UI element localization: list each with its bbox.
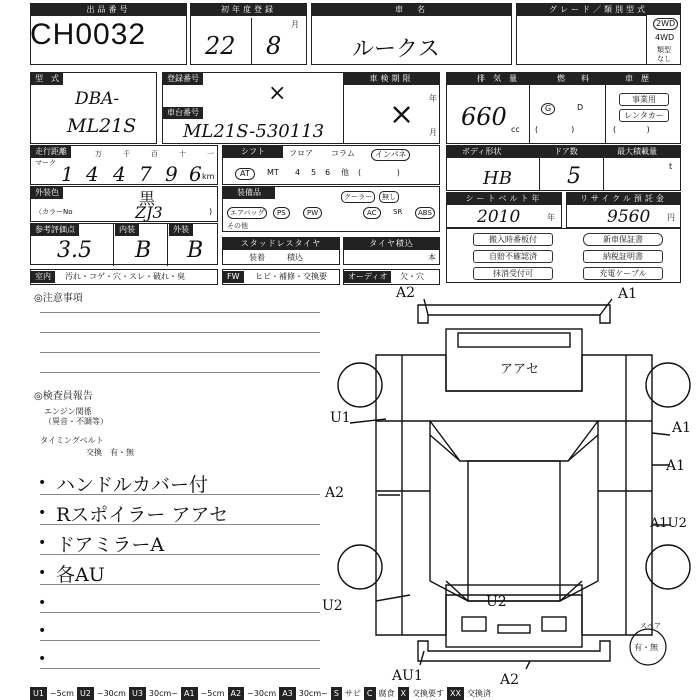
legend-value: 30cm~ [298,689,328,698]
none-label: 無し [379,191,399,203]
damage-label: A1U2 [650,516,687,531]
color-code-paren: ) [209,207,213,216]
shift-box [222,145,440,185]
score-ref-label: 参考評価点 [31,224,79,236]
legend-key: XX [447,687,464,700]
rule-line [40,494,320,495]
equip-pw: PW [303,207,322,219]
damage-label: U2 [322,598,343,614]
mileage-unit-1: 千 [123,150,130,158]
audio-text: 欠・穴 [400,272,424,281]
mileage-digit: 1 [61,162,74,186]
inspector-note: 各AU [56,564,105,586]
body-type-value: HB [483,168,512,189]
mileage-unit-4: 一 [207,150,214,158]
doc-item: 新車保証書 [583,233,663,246]
legend-key: U1 [30,687,47,700]
spare-value: 有・無 [634,643,658,652]
legend-key: U3 [129,687,146,700]
engine-note-label: エンジン関係 [44,407,92,416]
divider [529,85,530,143]
caution-label: ◎注意事項 [34,293,83,304]
studless-opt2: 積込 [287,253,303,262]
bullet-dot: • [38,565,47,581]
inspection-value: × [389,97,415,132]
fw-label: FW [223,271,244,283]
shift-floor: フロア [289,149,313,158]
front-bumper [418,305,610,323]
history-label: 車 歴 [625,74,649,83]
drive-2wd: 2WD [653,18,678,30]
equipment-label: 装備品 [223,187,275,199]
studless-opt1: 装着 [249,253,265,262]
inspector-note: ドアミラーA [56,534,165,556]
equip-ac: AC [363,207,381,219]
damage-label: U1 [330,410,351,426]
damage-label: A2 [325,485,345,501]
legend-value: 交換要す [411,689,444,698]
bullet-dot: • [38,651,47,667]
fw-box [222,269,340,285]
interior-remarks-label: 室内 [31,271,55,283]
mileage-digit: 7 [139,162,152,186]
equip-airbag: エアバッグ [227,207,267,219]
engine-box [446,72,681,144]
score-exterior-value: B [187,238,204,263]
tire-load-box [343,237,440,265]
mileage-mark: マーク [35,159,56,167]
divider [539,158,540,190]
legend-key: A2 [228,687,245,700]
color-label: 外装色 [31,187,63,199]
capacity-label: 最大積載量 [617,147,657,156]
shift-column: コラム [331,149,355,158]
divider [113,224,114,266]
cc-unit: cc [511,125,520,134]
shift-mt: MT [267,168,279,177]
equip-sr: SR [393,208,403,216]
legend-value: 腐食 [378,689,395,698]
mileage-unit-2: 百 [151,150,158,158]
timing-options: 交換 有・無 [86,448,134,457]
mileage-box [30,145,218,185]
drive-type-box [646,15,681,65]
bullet-dot: • [38,505,47,521]
chassis-label: 車台番号 [163,107,203,119]
rear-bumper [418,641,610,661]
legend-value: ~30cm [247,689,277,698]
shift-panel: インパネ [371,149,410,161]
mileage-label: 走行距離 [31,146,71,158]
capacity-unit: t [669,162,673,171]
fw-text: ヒビ・補修・交換要 [255,272,327,281]
roof [468,461,560,601]
inspector-label: ◎検査員報告 [34,391,93,402]
doc-item: 自賠不確認済 [473,250,553,263]
shift-4: 4 [295,168,301,177]
registration-year: 22 [205,32,236,60]
color-code-label: （カラーNo [35,208,73,216]
legend-value: サビ [344,689,361,698]
model-label: 型 式 [31,73,63,85]
mileage-unit-0: 万 [95,150,102,158]
history-rental: レンタカー [619,109,669,122]
registration-month: 8 [266,32,282,60]
recycle-value: 9560 [607,207,651,227]
legend-key: C [364,687,376,700]
mileage-digit: 4 [86,162,99,186]
doc-item: 納税証明書 [583,250,663,263]
type-label-2: なし [657,55,671,63]
first-registration-label: 初年度登録 [191,4,306,16]
cooler-label: クーラー [341,191,375,203]
grille [458,333,570,347]
legend-value: ~5cm [49,689,74,698]
fuel-d: D [577,103,584,112]
month-unit: 月 [291,20,299,29]
bullet-dot: • [38,535,47,551]
lot-number: CH0032 [30,18,147,51]
rule-line [40,332,320,333]
model-line-2: ML21S [67,115,137,137]
type-label-1: 類型 [657,46,671,54]
mileage-digit: 9 [165,162,178,186]
recycle-label: リサイクル預託金 [567,193,680,205]
rule-line [40,584,320,585]
seatbelt-label: シートベルト年 [447,193,561,205]
damage-label: A1 [666,458,686,474]
seatbelt-value: 2010 [477,207,521,227]
score-exterior-label: 外装 [169,224,193,236]
lot-number-label: 出品番号 [31,4,186,16]
first-registration-box [190,3,307,65]
studless-label: スタッドレスタイヤ [223,238,339,250]
damage-label: A1 [618,286,638,302]
model-box [30,72,157,144]
shift-label: シフト [223,146,283,158]
damage-legend [30,687,700,700]
damage-label: U2 [486,594,507,610]
fuel-paren: ( ) [535,125,575,134]
car-name: ルークス [352,37,440,62]
doors-value: 5 [567,164,581,189]
color-code-value: ZJ3 [135,203,163,222]
bullet-dot: • [38,623,47,639]
score-interior-value: B [135,238,152,263]
legend-value: ~30cm [96,689,126,698]
shift-at: AT [235,168,255,180]
studless-box [222,237,340,265]
inspection-year-unit: 年 [429,94,437,103]
audio-label: オーディオ [344,271,391,283]
rule-line [40,612,320,613]
legend-value: 30cm~ [148,689,178,698]
damage-label: A1 [672,420,692,436]
inspection-month-unit: 月 [429,128,437,137]
bullet-dot: • [38,595,47,611]
equip-ps: PS [273,207,290,219]
rule-line [40,668,320,669]
grade-label: グレード／類別型式 [517,4,680,16]
damage-label: アアセ [500,362,539,377]
score-interior-label: 内装 [115,224,139,236]
scores-box [30,223,218,265]
divider [167,224,168,266]
windshield [430,421,598,461]
body-outline [376,355,652,635]
reg-number-label: 登録番号 [163,73,203,85]
tire-load-label: タイヤ積込 [344,238,439,250]
rule-line [40,372,320,373]
tire-load-unit: 本 [428,253,436,262]
rule-line [40,640,320,641]
inspector-note: Rスポイラー アアセ [56,504,229,526]
rule-line [40,352,320,353]
fuel-label: 燃 料 [557,74,589,83]
damage-label: AU1 [392,668,423,684]
engine-note-sub: （異音・不調等） [44,417,108,426]
mileage-unit-3: 十 [179,150,186,158]
mileage-digit: 6 [189,162,202,186]
timing-label: タイミングベルト [40,436,104,445]
doc-item: 搬入時番板付 [473,233,553,246]
shift-paren: ( ) [358,168,400,177]
shift-6: 6 [325,168,331,177]
equipment-box [222,186,440,232]
seatbelt-box [446,192,562,228]
doors-label: ドア数 [554,147,578,156]
score-ref-value: 3.5 [57,238,92,263]
body-type-label: ボディ形状 [462,147,502,156]
color-value: 黒 [139,189,156,208]
history-paren: ( ) [613,125,650,134]
spare-label: スペア [640,622,661,630]
recycle-box [566,192,681,228]
legend-key: S [331,687,342,700]
equip-abs: ABS [415,207,435,219]
car-name-box [311,3,512,65]
rule-line [40,312,320,313]
reg-number-value: × [268,81,287,106]
model-line-1: DBA- [75,89,120,109]
damage-label: A2 [396,285,416,301]
recycle-unit: 円 [667,213,675,222]
legend-key: A3 [279,687,296,700]
color-box [30,186,218,222]
equip-other-label: その他 [227,222,248,230]
shift-5: 5 [311,168,317,177]
drive-4wd: 4WD [655,33,675,42]
inspection-label: 車検期限 [344,73,439,85]
doc-item: 充電ケーブル [583,267,663,280]
interior-remarks-text: 汚れ・コゲ・穴・スレ・破れ・臭 [65,272,185,281]
damage-label: A2 [500,672,520,688]
legend-key: U2 [77,687,94,700]
chassis-value: ML21S-530113 [183,121,325,142]
docs-box [446,228,681,283]
interior-box [30,269,218,285]
inspection-box [343,72,440,144]
history-business: 事業用 [619,93,669,106]
mileage-digit: 4 [113,162,126,186]
shift-other: 他 [341,168,349,177]
inspector-note: ハンドルカバー付 [56,474,209,496]
mileage-km: km [202,172,215,181]
car-name-label: 車 名 [312,4,511,16]
divider [251,18,252,64]
rule-line [40,554,320,555]
audio-box [343,269,440,285]
legend-key: X [398,687,409,700]
fuel-g: G [541,103,555,115]
doc-item: 抹消受付可 [473,267,553,280]
rule-line [40,524,320,525]
legend-value: 交換済 [466,689,491,698]
legend-value: ~5cm [200,689,225,698]
displacement-value: 660 [461,103,507,131]
legend-key: A1 [181,687,198,700]
divider [603,158,604,190]
body-box [446,145,681,191]
bullet-dot: • [38,475,47,491]
displacement-label: 排 気 量 [477,74,517,83]
seatbelt-unit: 年 [547,213,555,222]
divider [605,85,606,143]
